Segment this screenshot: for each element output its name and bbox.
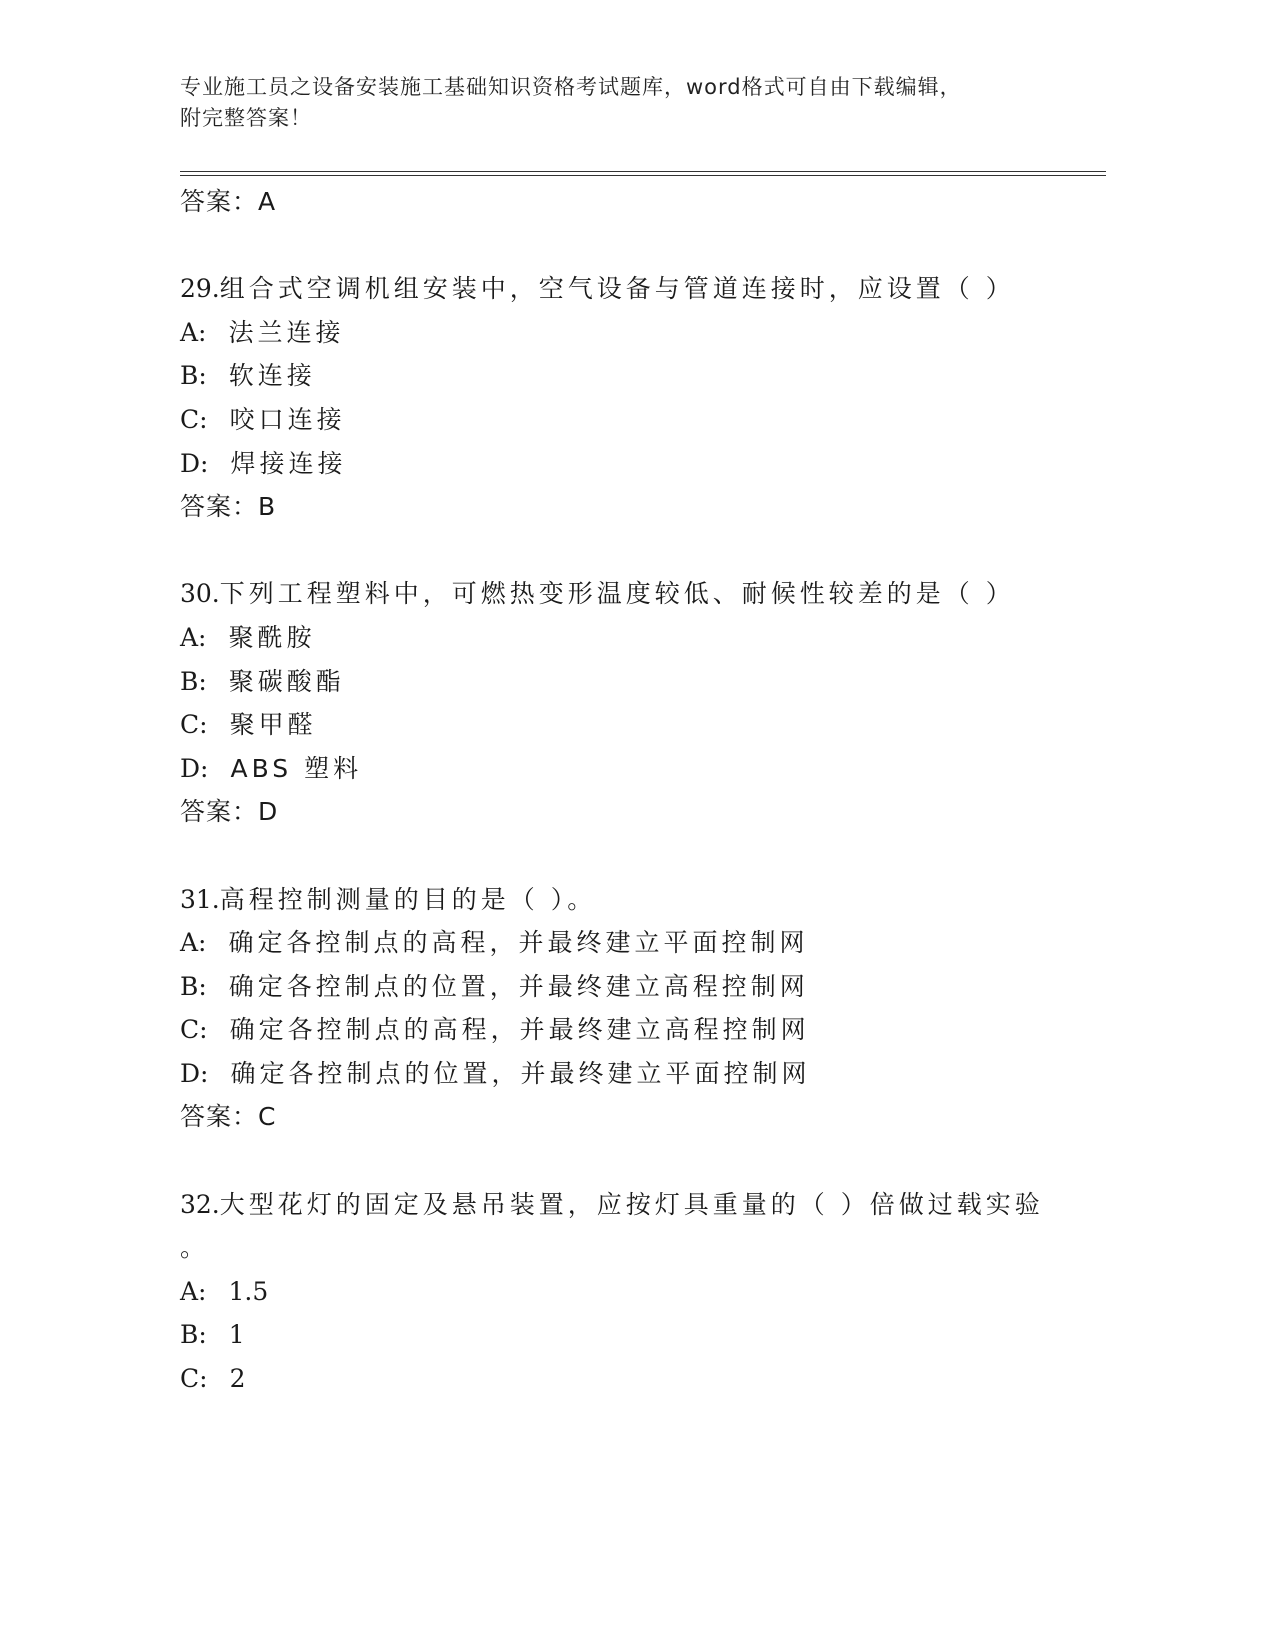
spacer [180,224,1060,268]
option-b [180,965,1060,1009]
header-rule-top [180,171,1106,172]
option-text: 软连接 [228,361,316,391]
question-31 [180,878,1060,1140]
option-key: A: [180,317,207,347]
option-key: C: [180,404,208,434]
answer-line: 答案：C [180,1102,277,1132]
option-text: 焊接连接 [230,448,347,478]
option-text: 确定各控制点的位置，并最终建立平面控制网 [230,1058,811,1088]
option-text: 确定各控制点的位置，并最终建立高程控制网 [228,971,809,1001]
question-stem [180,878,1060,922]
question-stem-continued: 。 [180,1233,210,1263]
option-a [180,921,1060,965]
option-a [180,1270,1060,1314]
question-30 [180,572,1060,834]
option-c [180,398,1060,442]
option-d [180,442,1060,486]
answer-line: 答案：B [180,492,277,522]
option-key: C: [180,710,208,740]
question-text: 下列工程塑料中，可燃热变形温度较低、耐候性较差的是（ ） [219,579,1015,609]
option-a [180,311,1060,355]
option-text: ABS 塑料 [230,753,363,783]
spacer [180,834,1060,878]
option-key: B: [180,361,207,391]
question-stem [180,1183,1060,1227]
spacer [180,529,1060,573]
option-key: A: [180,1276,207,1306]
answer-line: 答案：D [180,797,279,827]
option-text: 确定各控制点的高程，并最终建立高程控制网 [229,1015,810,1045]
option-text: 聚甲醛 [229,710,317,740]
option-c [180,1008,1060,1052]
option-key: C: [180,1015,208,1045]
option-key: C: [180,1364,208,1394]
option-text: 咬口连接 [229,404,346,434]
option-key: A: [180,622,207,652]
question-stem [180,572,1060,616]
question-32 [180,1183,1060,1401]
question-29 [180,267,1060,529]
option-key: B: [180,666,207,696]
question-number: 29. [180,274,220,304]
option-key: B: [180,971,207,1001]
option-key: D: [180,1058,209,1088]
option-key: D: [180,448,209,478]
question-text: 高程控制测量的目的是（ ）。 [219,884,597,914]
option-text: 聚碳酸酯 [228,666,345,696]
question-number: 31. [180,884,220,914]
option-c [180,703,1060,747]
question-number: 30. [180,579,220,609]
header-line-2: 附完整答案！ [180,106,312,130]
option-text: 1.5 [228,1276,269,1306]
option-b [180,354,1060,398]
question-number: 32. [180,1189,220,1219]
question-list [180,180,1060,1401]
option-key: A: [180,928,207,958]
option-text: 聚酰胺 [228,622,316,652]
header-line-1: 专业施工员之设备安装施工基础知识资格考试题库，word格式可自由下载编辑， [180,75,962,99]
answer-line: 答案：A [180,187,277,216]
option-d [180,747,1060,791]
option-text: 2 [229,1364,246,1394]
option-d [180,1052,1060,1096]
option-text: 确定各控制点的高程，并最终建立平面控制网 [228,928,809,958]
option-key: B: [180,1320,207,1350]
option-c [180,1357,1060,1401]
option-text: 1 [228,1320,245,1350]
option-b [180,1313,1060,1357]
question-text: 大型花灯的固定及悬吊装置，应按灯具重量的（ ）倍做过载实验 [219,1189,1044,1219]
option-key: D: [180,753,209,783]
question-text: 组合式空调机组安装中，空气设备与管道连接时，应设置（ ） [219,274,1015,304]
question-stem [180,267,1060,311]
option-a [180,616,1060,660]
option-text: 法兰连接 [228,317,345,347]
spacer [180,1139,1060,1183]
header-rule-bottom [180,175,1106,176]
document-header [180,72,1060,134]
option-b [180,660,1060,704]
